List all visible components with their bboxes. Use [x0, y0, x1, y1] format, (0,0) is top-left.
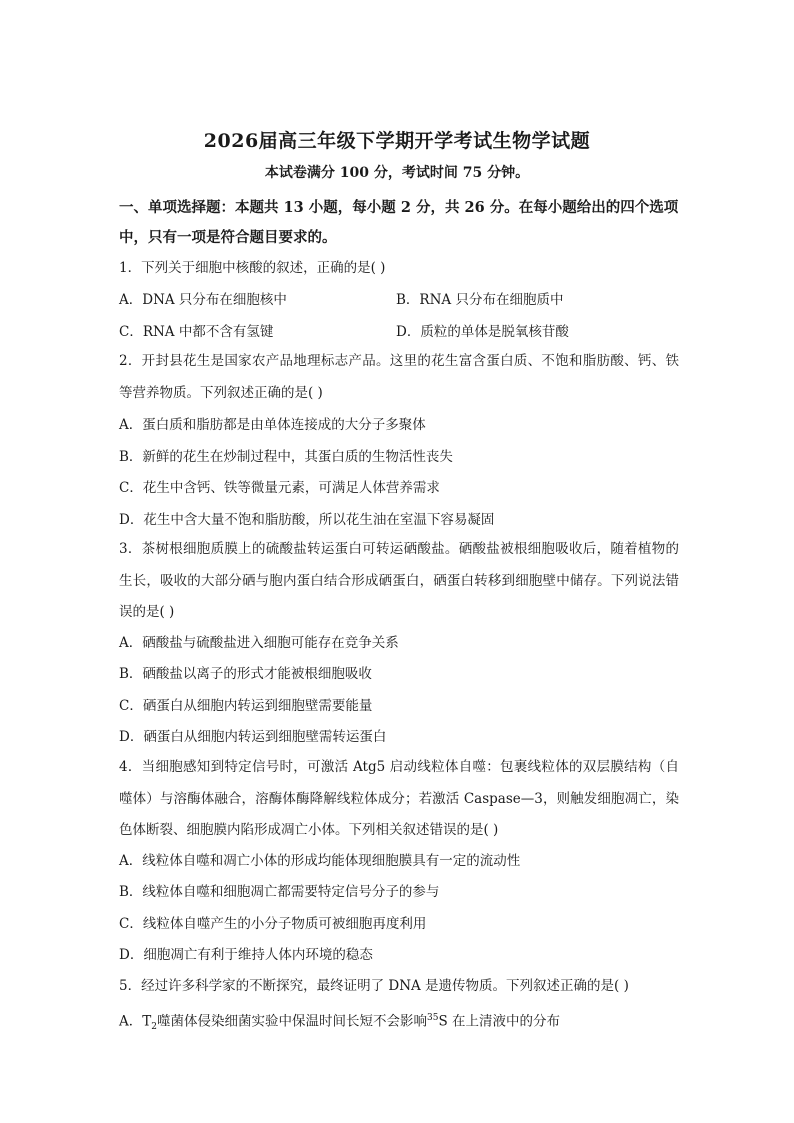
question-2-stem: 2．开封县花生是国家农产品地理标志产品。这里的花生富含蛋白质、不饱和脂肪酸、钙、铁等营养物质。下列叙述正确的是( ) [119, 353, 679, 401]
subscript-2: 2 [151, 1022, 157, 1033]
question-3-option-a: A．硒酸盐与硫酸盐进入细胞可能存在竞争关系 [119, 635, 399, 651]
question-1-option-c: C．RNA 中都不含有氢键 [119, 324, 274, 340]
option-a-text: 噬菌体侵染细菌实验中保温时间长短不会影响 [157, 1013, 427, 1030]
page-title: 2026届高三年级下学期开学考试生物学试题 [203, 130, 591, 152]
question-2-option-a: A．蛋白质和脂肪都是由单体连接成的大分子多聚体 [119, 417, 426, 433]
question-4-option-b: B．线粒体自噬和细胞凋亡都需要特定信号分子的参与 [119, 884, 440, 900]
question-1-stem: 1．下列关于细胞中核酸的叙述，正确的是( ) [119, 260, 386, 276]
question-2-option-c: C．花生中含钙、铁等微量元素，可满足人体营养需求 [119, 480, 440, 496]
question-1-option-b: B．RNA 只分布在细胞质中 [396, 292, 564, 308]
exam-instructions: 本试卷满分 100 分，考试时间 75 分钟。 [264, 165, 530, 181]
question-4-option-c: C．线粒体自噬产生的小分子物质可被细胞再度利用 [119, 916, 427, 932]
question-2-option-d: D．花生中含大量不饱和脂肪酸，所以花生油在室温下容易凝固 [119, 512, 495, 528]
question-4-option-a: A．线粒体自噬和凋亡小体的形成均能体现细胞膜具有一定的流动性 [119, 853, 521, 869]
question-3-option-b: B．硒酸盐以离子的形式才能被根细胞吸收 [119, 666, 372, 682]
question-3-option-c: C．硒蛋白从细胞内转运到细胞壁需要能量 [119, 698, 373, 714]
option-a-prefix: A．T [119, 1013, 152, 1030]
question-5-stem: 5．经过许多科学家的不断探究，最终证明了 DNA 是遗传物质。下列叙述正确的是( ) [119, 978, 629, 994]
question-4-stem: 4．当细胞感知到特定信号时，可激活 Atg5 启动线粒体自噬：包裹线粒体的双层膜结构（自噬体）与溶酶体融合，溶酶体酶降解线粒体成分；若激活 Caspase—3，则触发细胞凋亡，染色体断裂、细胞膜内陷形成凋亡小体。下列相关叙述错误的是( ) [119, 759, 679, 838]
question-1-option-a: A．DNA 只分布在细胞核中 [119, 292, 287, 308]
question-2-option-b: B．新鲜的花生在炒制过程中，其蛋白质的生物活性丧失 [119, 449, 453, 465]
question-1-option-d: D．质粒的单体是脱氧核苷酸 [396, 324, 569, 340]
question-4-option-d: D．细胞凋亡有利于维持人体内环境的稳态 [119, 947, 373, 963]
superscript-35: 35 [427, 1013, 439, 1023]
question-3-stem: 3．茶树根细胞质膜上的硫酸盐转运蛋白可转运硒酸盐。硒酸盐被根细胞吸收后，随着植物的生长，吸收的大部分硒与胞内蛋白结合形成硒蛋白，硒蛋白转移到细胞壁中储存。下列说法错误的是( ) [119, 541, 679, 620]
option-a-suffix: S 在上清液中的分布 [438, 1013, 560, 1030]
section-heading: 一、单项选择题：本题共 13 小题，每小题 2 分，共 26 分。在每小题给出的四个选项中，只有一项是符合题目要求的。 [119, 199, 679, 246]
question-5-option-a [119, 1009, 560, 1036]
question-3-option-d: D．硒蛋白从细胞内转运到细胞壁需转运蛋白 [119, 729, 387, 745]
